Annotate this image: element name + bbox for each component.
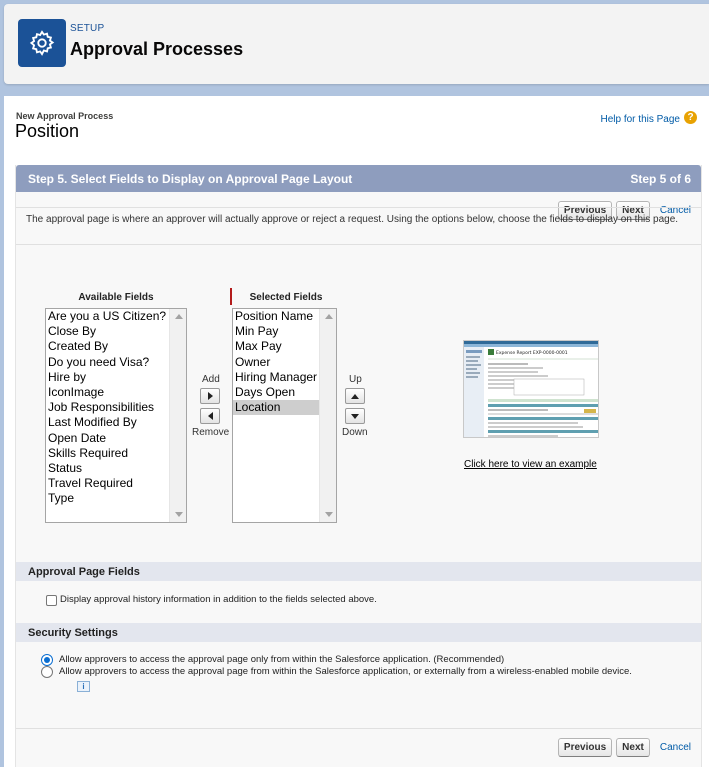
- list-option[interactable]: Min Pay: [235, 324, 279, 339]
- list-option[interactable]: IconImage: [48, 384, 105, 399]
- divider: [16, 728, 701, 729]
- approval-history-label: Display approval history information in addition to the fields selected above.: [60, 594, 377, 605]
- available-fields-title: Available Fields: [78, 292, 154, 303]
- radio-external-access-label: [59, 666, 649, 678]
- list-option[interactable]: Do you need Visa?: [48, 354, 150, 369]
- arrow-right-icon: [208, 392, 213, 400]
- list-option[interactable]: Job Responsibilities: [48, 400, 155, 415]
- approval-history-checkbox[interactable]: [46, 595, 57, 606]
- move-down-button[interactable]: [345, 408, 365, 424]
- example-thumbnail[interactable]: [463, 340, 599, 438]
- scrollbar[interactable]: [169, 309, 186, 522]
- gear-icon: [18, 19, 66, 67]
- next-button-bottom[interactable]: Next: [616, 738, 650, 757]
- list-option[interactable]: Type: [48, 491, 75, 506]
- previous-button[interactable]: Previous: [558, 201, 612, 220]
- add-button[interactable]: [200, 388, 220, 404]
- thumbnail-heading: Expense Report EXP-0000-0001: [496, 351, 568, 356]
- step-title: Step 5. Select Fields to Display on Approval Page Layout: [28, 171, 353, 186]
- scroll-down-icon[interactable]: [175, 512, 183, 517]
- list-option[interactable]: Open Date: [48, 430, 107, 445]
- previous-button-bottom[interactable]: Previous: [558, 738, 612, 757]
- scrollbar[interactable]: [319, 309, 336, 522]
- down-label: Down: [342, 427, 368, 438]
- radio-internal-only-label: Allow approvers to access the approval page only from within the Salesforce application. (Recommended): [59, 654, 505, 665]
- arrow-left-icon: [208, 412, 213, 420]
- selected-fields-list[interactable]: [232, 308, 337, 523]
- available-fields-list[interactable]: [45, 308, 187, 523]
- required-indicator: [230, 288, 232, 305]
- step-header: [16, 165, 701, 192]
- list-option[interactable]: Position Name: [235, 309, 314, 323]
- info-icon[interactable]: i: [77, 681, 90, 692]
- list-option[interactable]: Last Modified By: [48, 415, 137, 430]
- arrow-up-icon: [351, 394, 359, 399]
- radio-internal-only[interactable]: [41, 654, 53, 666]
- list-option[interactable]: Hire by: [48, 369, 87, 384]
- step-indicator: Step 5 of 6: [630, 171, 691, 186]
- cancel-link[interactable]: Cancel: [659, 205, 691, 216]
- list-option[interactable]: Hiring Manager: [235, 369, 318, 384]
- scroll-up-icon[interactable]: [325, 314, 333, 319]
- radio-external-access-text: Allow approvers to access the approval page from within the Salesforce application, or externally from a wireless-enabled mobile device.: [59, 666, 632, 677]
- setup-breadcrumb[interactable]: SETUP: [70, 23, 105, 34]
- remove-label: Remove: [192, 427, 230, 438]
- approval-page-fields-header: Approval Page Fields: [16, 562, 701, 581]
- list-option[interactable]: Days Open: [235, 384, 296, 399]
- list-option[interactable]: Are you a US Citizen?: [48, 309, 167, 323]
- view-example-link[interactable]: Click here to view an example: [464, 459, 597, 470]
- selected-fields-title: Selected Fields: [249, 292, 323, 303]
- list-option[interactable]: Travel Required: [48, 476, 133, 491]
- page-title: Approval Processes: [70, 39, 244, 59]
- record-title: Position: [15, 121, 80, 141]
- list-option[interactable]: Max Pay: [235, 339, 282, 354]
- list-option[interactable]: Skills Required: [48, 445, 129, 460]
- page-subtitle: New Approval Process: [16, 111, 114, 121]
- list-option[interactable]: Status: [48, 460, 83, 475]
- scroll-down-icon[interactable]: [325, 512, 333, 517]
- list-option[interactable]: Close By: [48, 324, 97, 339]
- arrow-down-icon: [351, 414, 359, 419]
- radio-external-access[interactable]: [41, 666, 53, 678]
- cancel-link-bottom[interactable]: Cancel: [659, 742, 691, 753]
- remove-button[interactable]: [200, 408, 220, 424]
- move-up-button[interactable]: [345, 388, 365, 404]
- scroll-up-icon[interactable]: [175, 314, 183, 319]
- add-label: Add: [202, 374, 220, 385]
- up-label: Up: [349, 374, 362, 385]
- bottom-button-row: [558, 738, 691, 757]
- wizard-panel: [15, 165, 702, 767]
- description: The approval page is where an approver will actually approve or reject a request. Using the options below, choose the fields to display on this page.: [16, 207, 701, 245]
- list-option[interactable]: Location: [233, 400, 336, 415]
- main-content: [4, 96, 709, 767]
- help-link[interactable]: Help for this Page: [600, 114, 680, 125]
- next-button[interactable]: Next: [616, 201, 650, 220]
- list-option[interactable]: Owner: [235, 354, 271, 369]
- security-settings-header: Security Settings: [16, 623, 701, 642]
- list-option[interactable]: Created By: [48, 339, 109, 354]
- setup-header: [4, 4, 709, 84]
- question-icon[interactable]: ?: [684, 111, 697, 124]
